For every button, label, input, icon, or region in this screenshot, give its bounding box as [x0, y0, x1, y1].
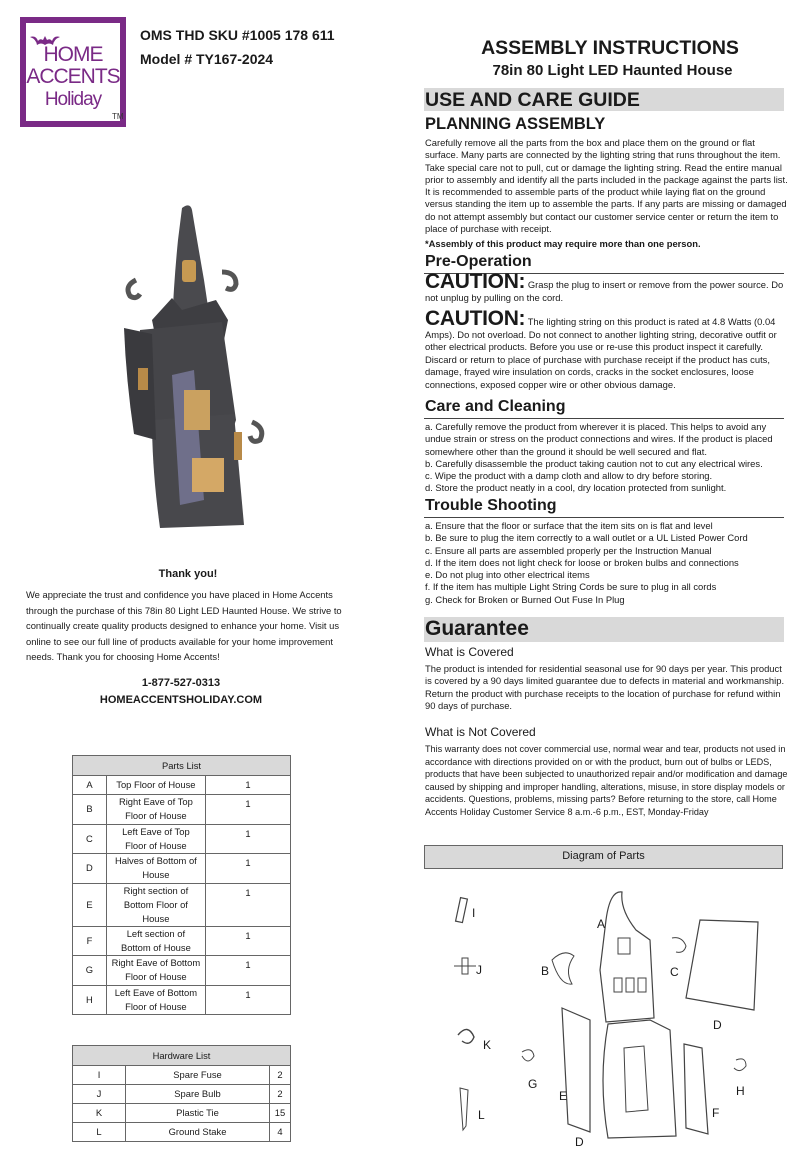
hardware-list-title: Hardware List: [73, 1046, 291, 1066]
care-item: a. Carefully remove the product from wherever it is placed. This helps to avoid any undue strain or stress on the product connections and wires. If the product is placed somewhere other than the ground it should be well secured and flat.: [425, 421, 773, 457]
part-d-lower: [603, 1020, 676, 1138]
table-row: [73, 854, 291, 884]
table-row: [73, 1066, 291, 1085]
cell-quantity: 4: [270, 1123, 291, 1142]
cell-letter: H: [73, 985, 107, 1015]
part-g-eave: [522, 1050, 534, 1061]
cell-quantity: 1: [205, 795, 290, 825]
part-h-eave: [734, 1059, 746, 1071]
table-row: [73, 926, 291, 956]
cell-letter: A: [73, 776, 107, 795]
table-row: [73, 956, 291, 986]
use-and-care-title: USE AND CARE GUIDE: [425, 89, 640, 111]
table-row: [73, 1085, 291, 1104]
not-covered-body: This warranty does not cover commercial use, normal wear and tear, products not used in accordance with directions provided on or with the product, burn out of bulbs or LEDS, products that have been subjected to unauthorized repair and/or modification and damage caused by shipping and improper handling, alterations, misuse, in store display models or accidents. Questions, problems, missing parts? Before returning to the store, call Home Accents Holiday Customer Service 8 a.m.-6 p.m., EST, Monday-Friday: [425, 744, 788, 817]
cell-quantity: 1: [205, 985, 290, 1015]
bulb-icon: [454, 958, 476, 974]
cell-quantity: 1: [205, 956, 290, 986]
cell-description: Spare Bulb: [126, 1085, 270, 1104]
cell-quantity: 1: [205, 926, 290, 956]
thank-you-title: Thank you!: [158, 568, 218, 580]
cell-description: Halves of Bottom of House: [106, 854, 205, 884]
logo-text-accents: ACCENTS: [26, 65, 120, 88]
part-e-section: [562, 1008, 590, 1132]
cell-quantity: 1: [205, 883, 290, 926]
cell-letter: G: [73, 956, 107, 986]
cell-description: Plastic Tie: [126, 1104, 270, 1123]
cell-description: Left Eave of Top Floor of House: [106, 824, 205, 854]
care-cleaning-heading: Care and Cleaning: [425, 398, 566, 415]
diagram-label-l: L: [478, 1108, 485, 1122]
cell-letter: E: [73, 883, 107, 926]
table-row: [73, 795, 291, 825]
trouble-item: b. Be sure to plug the item correctly to a wall outlet or a UL Listed Power Cord: [425, 532, 748, 544]
cell-letter: F: [73, 926, 107, 956]
trouble-shooting-list: [425, 520, 789, 606]
part-f-section: [684, 1044, 708, 1134]
trouble-item: d. If the item does not light check for loose or broken bulbs and connections: [425, 556, 739, 568]
caution-label: CAUTION:: [425, 307, 526, 330]
planning-assembly-body: Carefully remove all the parts from the box and place them on the ground or flat surface. Many parts are connected by the lighting string that runs throughout the item. Take special care not to pull, cut or damage the lighting string. Read the entire manual prior to assembly and identify all the parts included in the package against the parts list. It is recommended to assemble parts of the product while laying flat on the ground versus standing the item up to assemble the parts. If any parts are missing or damaged do not attempt assembly but contact our customer service center or return the item to place of purchase with receipt.: [425, 137, 788, 235]
diagram-title: Diagram of Parts: [562, 850, 645, 862]
diagram-label-a: A: [597, 917, 606, 931]
table-row: [73, 1104, 291, 1123]
parts-diagram: [440, 880, 780, 1155]
cell-quantity: 15: [270, 1104, 291, 1123]
diagram-label-c: C: [670, 965, 679, 979]
caution-block-1: [425, 270, 789, 304]
thank-you-body: We appreciate the trust and confidence you have placed in Home Accents through the purchase of this 78in 80 Light LED Haunted House. We strive to continually create quality products designed to enhance your home. Visit us online to see our full line of products available for your home improvement needs. Thank you for choosing Home Accents!: [26, 589, 342, 662]
care-item: d. Store the product neatly in a cool, dry location protected from sunlight.: [425, 482, 727, 494]
hardware-list-table: [72, 1045, 291, 1142]
website: HOMEACCENTSHOLIDAY.COM: [99, 694, 263, 706]
diagram-label-g: G: [528, 1077, 538, 1091]
trouble-item: g. Check for Broken or Burned Out Fuse In Plug: [425, 593, 625, 605]
cell-description: Right Eave of Top Floor of House: [106, 795, 205, 825]
logo-text-holiday: Holiday: [44, 89, 102, 110]
page-title: ASSEMBLY INSTRUCTIONS: [481, 37, 739, 59]
pre-operation-heading: Pre-Operation: [425, 253, 532, 270]
cell-quantity: 1: [205, 824, 290, 854]
haunted-house-product-image: [112, 200, 282, 530]
diagram-label-b: B: [541, 964, 550, 978]
trouble-item: a. Ensure that the floor or surface that the item sits on is flat and level: [425, 520, 713, 531]
not-covered-heading: What is Not Covered: [425, 725, 536, 739]
cell-description: Ground Stake: [126, 1123, 270, 1142]
trouble-item: e. Do not plug into other electrical items: [425, 569, 590, 581]
model-number: Model # TY167-2024: [140, 51, 274, 67]
diagram-label-h: H: [736, 1084, 745, 1098]
part-c-eave: [672, 938, 686, 953]
diagram-label-i: I: [472, 906, 476, 920]
fuse-icon: [456, 898, 468, 923]
planning-assembly-heading: PLANNING ASSEMBLY: [425, 115, 606, 133]
trademark: TM: [112, 112, 124, 121]
care-item: b. Carefully disassemble the product taking caution not to cut any electrical wires.: [425, 457, 763, 469]
cell-letter: K: [73, 1104, 126, 1123]
logo-text-home: HOME: [43, 43, 103, 66]
diagram-label-k: K: [483, 1038, 492, 1052]
diagram-label-d-lower: D: [575, 1135, 584, 1149]
cell-letter: J: [73, 1085, 126, 1104]
cell-description: Right section of Bottom Floor of House: [106, 883, 205, 926]
table-row: [73, 985, 291, 1015]
parts-list-title: Parts List: [73, 756, 291, 776]
part-a-top-floor: [600, 892, 654, 1022]
table-row: [73, 1123, 291, 1142]
cell-letter: C: [73, 824, 107, 854]
plastic-tie-icon: [458, 1029, 474, 1043]
covered-heading: What is Covered: [425, 645, 514, 659]
cell-description: Left section of Bottom of House: [106, 926, 205, 956]
sku-number: OMS THD SKU #1005 178 611: [140, 27, 335, 43]
caution-label: CAUTION:: [425, 270, 526, 293]
covered-body: The product is intended for residential seasonal use for 90 days per year. This product is covered by a 90 days limited guarantee due to defects in material and workmanship. Return the product with purchase receipts to the location of purchase for refund within 90 days of purchase.: [425, 663, 785, 711]
cell-description: Right Eave of Bottom Floor of House: [106, 956, 205, 986]
diagram-label-e: E: [559, 1089, 568, 1103]
trouble-item: c. Ensure all parts are assembled properly per the Instruction Manual: [425, 544, 712, 556]
cell-quantity: 2: [270, 1066, 291, 1085]
cell-letter: D: [73, 854, 107, 884]
table-row: [73, 776, 291, 795]
diagram-label-d: D: [713, 1018, 722, 1032]
divider: [424, 517, 784, 518]
diagram-label-j: J: [476, 963, 482, 977]
caution-text-2: The lighting string on this product is rated at 4.8 Watts (0.04 Amps). Do not overload. Do not connect to another lighting string, decorative outfit or other electrical products. Before you use or re-use this product inspect it carefully. Discard or return to place of purchase with purchase receipt if the product has cuts, damage, frayed wire insulation on cords, cracks in the socket enclosures, loose connections, exposed copper wire or other obvious damage.: [425, 316, 777, 390]
planning-assembly-note: *Assembly of this product may require more than one person.: [425, 238, 701, 249]
cell-letter: L: [73, 1123, 126, 1142]
part-b-eave: [552, 953, 574, 984]
cell-letter: B: [73, 795, 107, 825]
table-row: [73, 883, 291, 926]
cell-quantity: 1: [205, 776, 290, 795]
part-d-halves: [686, 920, 758, 1010]
caution-text-1: Grasp the plug to insert or remove from the power source. Do not unplug by pulling on the cord.: [425, 279, 784, 303]
page-subtitle: 78in 80 Light LED Haunted House: [492, 62, 733, 79]
caution-block-2: [425, 307, 789, 391]
cell-quantity: 2: [270, 1085, 291, 1104]
care-item: c. Wipe the product with a damp cloth and allow to dry before storing.: [425, 470, 713, 482]
care-cleaning-list: [425, 421, 789, 495]
cell-letter: I: [73, 1066, 126, 1085]
cell-description: Spare Fuse: [126, 1066, 270, 1085]
guarantee-title: Guarantee: [425, 617, 529, 640]
trouble-item: f. If the item has multiple Light String Cords be sure to plug in all cords: [425, 581, 717, 593]
brand-logo: [20, 17, 126, 127]
cell-description: Left Eave of Bottom Floor of House: [106, 985, 205, 1015]
trouble-shooting-heading: Trouble Shooting: [425, 497, 557, 514]
table-row: [73, 824, 291, 854]
cell-quantity: 1: [205, 854, 290, 884]
divider: [424, 418, 784, 419]
ground-stake-icon: [460, 1088, 468, 1130]
parts-list-table: [72, 755, 291, 1015]
phone-number: 1-877-527-0313: [141, 677, 221, 689]
diagram-label-f: F: [712, 1106, 720, 1120]
cell-description: Top Floor of House: [106, 776, 205, 795]
